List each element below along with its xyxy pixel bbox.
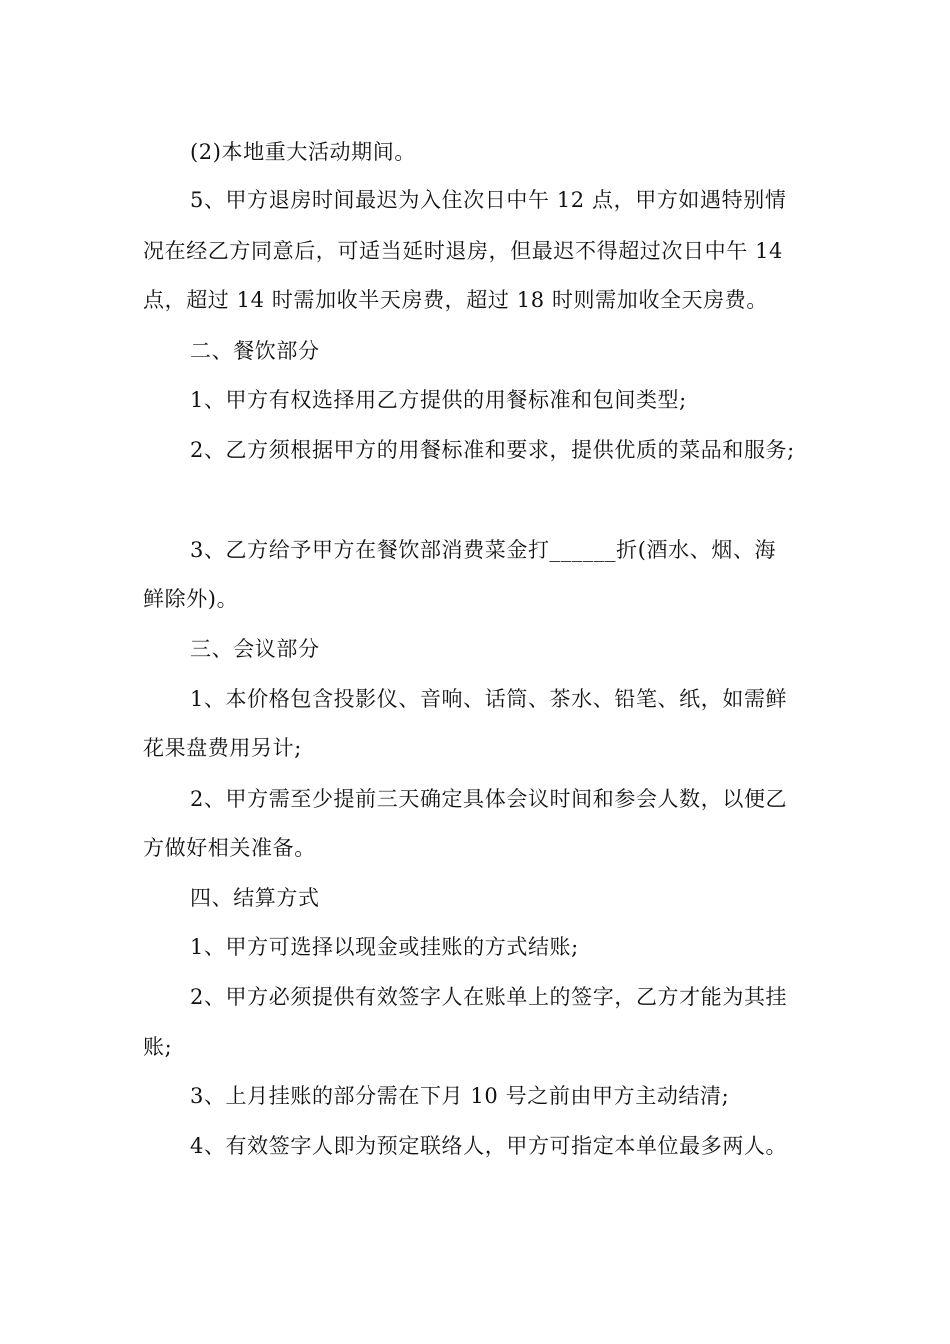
paragraph-line: 4、有效签字人即为预定联络人，甲方可指定本单位最多两人。: [190, 1134, 788, 1158]
paragraph-line: 点，超过 14 时需加收半天房费，超过 18 时则需加收全天房费。: [143, 288, 768, 312]
paragraph-line: 花果盘费用另计;: [143, 736, 302, 760]
paragraph-line: 况在经乙方同意后，可适当延时退房，但最迟不得超过次日中午 14: [143, 239, 783, 263]
paragraph-line: 2、甲方需至少提前三天确定具体会议时间和参会人数，以便乙: [190, 787, 788, 811]
paragraph-line: (2)本地重大活动期间。: [190, 140, 416, 164]
section-heading: 四、结算方式: [190, 886, 320, 910]
paragraph-line: 3、上月挂账的部分需在下月 10 号之前由甲方主动结清;: [190, 1084, 730, 1108]
paragraph-line: 3、乙方给予甲方在餐饮部消费菜金打______折(酒水、烟、海: [190, 538, 777, 562]
section-heading: 二、餐饮部分: [190, 339, 320, 363]
paragraph-line: 鲜除外)。: [143, 587, 239, 611]
section-heading: 三、会议部分: [190, 637, 320, 661]
paragraph-line: 5、甲方退房时间最迟为入住次日中午 12 点，甲方如遇特别情: [190, 188, 787, 212]
paragraph-line: 1、本价格包含投影仪、音响、话筒、茶水、铅笔、纸，如需鲜: [190, 687, 788, 711]
paragraph-line: 1、甲方有权选择用乙方提供的用餐标准和包间类型;: [190, 388, 687, 412]
paragraph-line: 方做好相关准备。: [143, 836, 316, 860]
paragraph-line: 账;: [143, 1035, 173, 1059]
paragraph-line: 2、乙方须根据甲方的用餐标准和要求，提供优质的菜品和服务;: [190, 438, 795, 462]
paragraph-line: 2、甲方必须提供有效签字人在账单上的签字，乙方才能为其挂: [190, 985, 788, 1009]
paragraph-line: 1、甲方可选择以现金或挂账的方式结账;: [190, 935, 579, 959]
